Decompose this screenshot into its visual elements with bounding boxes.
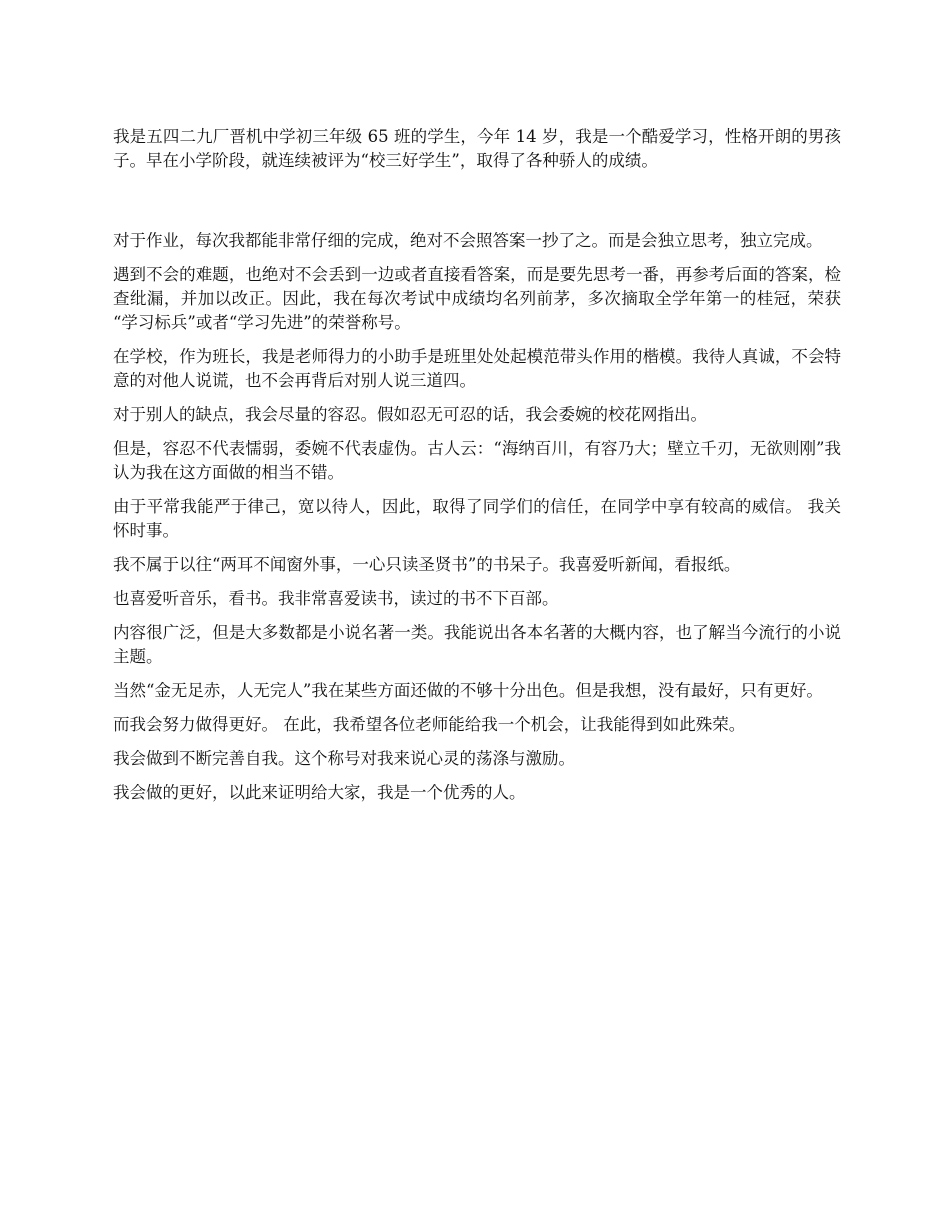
paragraph: 对于作业，每次我都能非常仔细的完成，绝对不会照答案一抄了之。而是会独立思考，独立完成。	[113, 231, 823, 250]
paragraph: 我会做到不断完善自我。这个称号对我来说心灵的荡涤与激励。	[113, 749, 575, 768]
paragraph: 但是，容忍不代表懦弱，委婉不代表虚伪。古人云：“海纳百川，有容乃大；壁立千刃，无欲则刚”我认为我在这方面做的相当不错。	[113, 439, 841, 482]
paragraph: 遇到不会的难题，也绝对不会丢到一边或者直接看答案，而是要先思考一番，再参考后面的答案，检查纰漏，并加以改正。因此，我在每次考试中成绩均名列前茅，多次摘取全学年第一的桂冠，荣获 “学习标兵”或者“学习先进”的荣誉称号。	[113, 265, 841, 332]
document-body	[113, 125, 841, 815]
paragraph: 在学校，作为班长，我是老师得力的小助手是班里处处起模范带头作用的楷模。我待人真诚，不会特意的对他人说谎，也不会再背后对别人说三道四。	[113, 347, 841, 390]
paragraph: 当然“金无足赤，人无完人”我在某些方面还做的不够十分出色。但是我想，没有最好，只有更好。	[113, 681, 823, 700]
paragraph: 由于平常我能严于律己，宽以待人，因此，取得了同学们的信任，在同学中享有较高的威信。 我关怀时事。	[113, 497, 841, 540]
paragraph: 内容很广泛，但是大多数都是小说名著一类。我能说出各本名著的大概内容，也了解当今流行的小说主题。	[113, 623, 841, 666]
paragraph: 我是五四二九厂晋机中学初三年级 65 班的学生，今年 14 岁，我是一个酷爱学习，性格开朗的男孩子。早在小学阶段，就连续被评为“校三好学生”，取得了各种骄人的成绩。	[113, 127, 841, 170]
paragraph: 也喜爱听音乐，看书。我非常喜爱读书，读过的书不下百部。	[113, 589, 559, 608]
paragraph: 我会做的更好，以此来证明给大家，我是一个优秀的人。	[113, 783, 526, 802]
paragraph: 我不属于以往“两耳不闻窗外事，一心只读圣贤书”的书呆子。我喜爱听新闻，看报纸。	[113, 555, 741, 574]
paragraph: 对于别人的缺点，我会尽量的容忍。假如忍无可忍的话，我会委婉的校花网指出。	[113, 405, 707, 424]
paragraph: 而我会努力做得更好。 在此，我希望各位老师能给我一个机会，让我能得到如此殊荣。	[113, 715, 746, 734]
